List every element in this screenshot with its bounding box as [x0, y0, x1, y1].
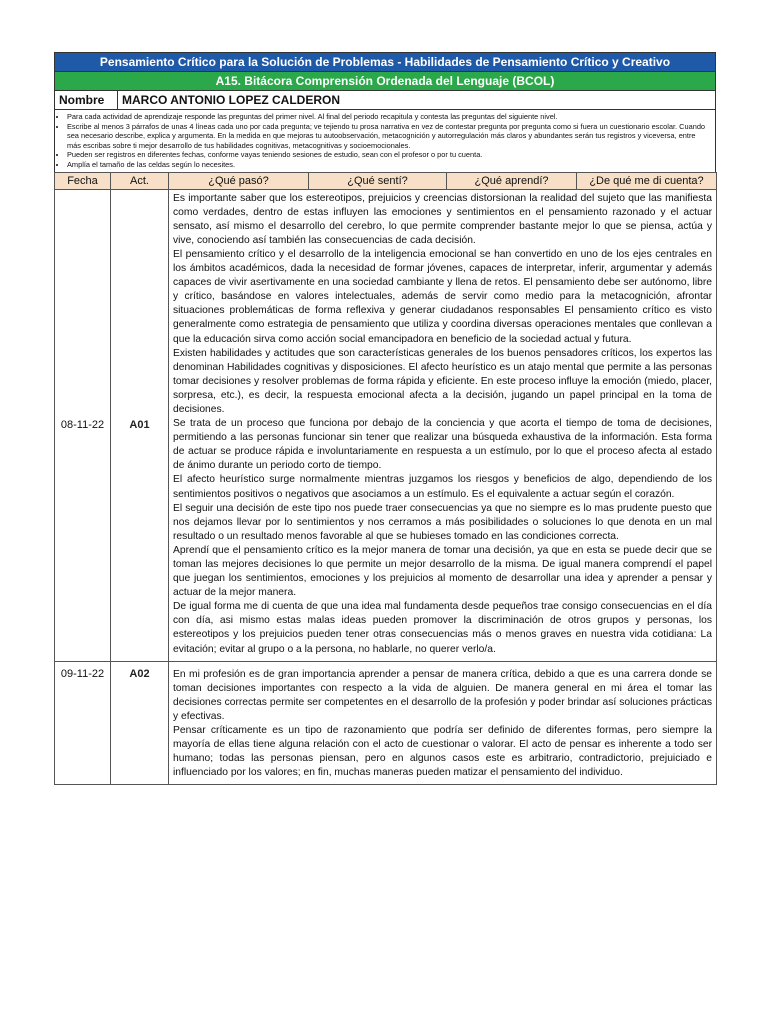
column-header-act: Act. — [111, 172, 169, 189]
narrative-paragraph: El afecto heurístico surge normalmente mientras juzgamos los riesgos y beneficios de algo, dependiendo de los sentimientos positivos o negativos que asociamos a un estímulo. Es el equivalente a actuar según el corazón. — [173, 474, 712, 500]
row-activity: A01 — [111, 189, 169, 661]
name-label: Nombre — [55, 91, 118, 109]
bitacora-sheet — [54, 52, 716, 785]
column-header-fecha: Fecha — [55, 172, 111, 189]
row-date: 08-11-22 — [55, 189, 111, 661]
table-row — [55, 189, 717, 661]
narrative-paragraph: Existen habilidades y actitudes que son características generales de los buenos pensadores críticos, los expertos las denominan Habilidades cognitivas y disposiciones. El afecto heurístico es un atajo mental que permite a las personas tomar decisiones y resolver problemas de forma rápida y eficiente. En este proceso influye la emoción (miedo, placer, sorpresa, etc.), es decir, la respuesta emocional afecta a la decisión, jugando un papel principal en la toma de decisiones. — [173, 347, 712, 415]
instruction-item: • Para cada actividad de aprendizaje responde las preguntas del primer nivel. Al final del periodo recapitula y contesta las preguntas del siguiente nivel. — [67, 112, 711, 122]
row-activity: A02 — [111, 661, 169, 785]
document-title: Pensamiento Crítico para la Solución de Problemas - Habilidades de Pensamiento Crítico y Creativo — [54, 52, 716, 71]
narrative-paragraph: Pensar críticamente es un tipo de razonamiento que podría ser definido de diferentes formas, pero siempre la mayoría de ellas tiene alguna relación con el acto de cuestionar o valorar. El acto de pensar es inherente a todo ser humano; todas las personas piensan, pero en algunos casos este es arbitrario, contradictorio, prejuiciado e influenciado por los valores; en fin, muchas maneras pueden matizar el pensamiento del individuo. — [173, 725, 712, 779]
narrative-paragraph: Aprendí que el pensamiento crítico es la mejor manera de tomar una decisión, ya que en esta se puede decir que se toman las mejores decisiones lo que permite un mejor desarrollo de la misma. De igual manera comprendí el papel que juegan los sentimientos, emociones y los prejuicios al momento de desarrollar una idea y aprender a pensar y actuar de la mejor manera. — [173, 544, 712, 599]
narrative-paragraph: Se trata de un proceso que funciona por debajo de la conciencia y que acorta el tiempo de toma de decisiones, permitiendo a las personas funcionar sin tener que realizar una búsqueda exhaustiva de la información. Esta forma de actuar se produce rápida e involuntariamente en respuesta a un estímulo, por lo que el proceso afecta al estado de ánimo durante un periodo corto de tiempo. — [173, 418, 712, 472]
narrative-paragraph: El pensamiento crítico y el desarrollo de la inteligencia emocional se han convertido en uno de los ejes centrales en los ámbitos académicos, dada la necesidad de formar jóvenes, capaces de interpretar, inferir, argumentar y además capaces de vivir asertivamente en una sociedad cambiante y llena de retos. El pensamiento debe ser autónomo, libre y crítico, basándose en valores intelectuales, además de servir como medio para la metacognición, afrontar situaciones problemáticas de forma reflexiva y generar ciudadanos responsables El pensamiento crítico es visto generalmente como estrategia de pensamiento que utiliza y coordina diversas operaciones mentales que conllevan a que la educación sirva como acción social emancipadora en beneficio de la sociedad actual y futura. — [173, 248, 712, 345]
narrative-paragraph: Es importante saber que los estereotipos, prejuicios y creencias distorsionan la realidad del sujeto que las manifiesta como verdades, dentro de estas influyen las emociones y sentimientos en el pensamiento razonado y el actuar sensato, así mismo el desarrollo del cerebro, lo que permite comprender bastante mejor lo que se piensa, actúa y vive, conociendo así también las consecuencias de cada decisión. — [173, 192, 712, 246]
narrative-paragraph: El seguir una decisión de este tipo nos puede traer consecuencias ya que no siempre es lo mas prudente puesto que nos dejamos llevar por lo sentimientos y nos cerramos a más posibilidades o soluciones lo que denota en un mal resultado o un resultado menos favorable al que se hubieses tomado en las condiciones correcta. — [173, 502, 712, 542]
row-date: 09-11-22 — [55, 661, 111, 785]
instruction-item: • Pueden ser registros en diferentes fechas, conforme vayas teniendo sesiones de estudio, sean con el profesor o por tu cuenta. — [67, 150, 711, 160]
instructions-block — [54, 109, 716, 172]
table-row — [55, 661, 717, 785]
name-value: MARCO ANTONIO LOPEZ CALDERON — [122, 93, 340, 107]
column-header-de-que-me-di-cuenta: ¿De qué me di cuenta? — [577, 172, 717, 189]
row-narrative — [169, 661, 717, 785]
column-header-que-paso: ¿Qué pasó? — [169, 172, 309, 189]
narrative-paragraph: De igual forma me di cuenta de que una idea mal fundamenta desde pequeños trae consigo consecuencias en el día con día, asi mismo estas malas ideas pueden promover la discriminación de otros grupos y personas, los estereotipos y los prejuicios pueden tener otras consecuencias más o menos graves en nuestra vida cotidiana: La evitación; evitar al grupo o a la persona, no hablarle, no querer verlo/a. — [173, 601, 712, 655]
narrative-paragraph: En mi profesión es de gran importancia aprender a pensar de manera crítica, debido a que es una carrera donde se toman decisiones importantes con respecto a la vida de alguien. De manera general en mi área el tomar las decisiones correctas permite ser competentes en el desarrollo de la profesión y poder brindar así soluciones prácticas y efectivas. — [173, 668, 712, 722]
name-row — [54, 90, 716, 109]
instruction-item: • Amplía el tamaño de las celdas según lo necesites. — [67, 160, 711, 170]
column-header-que-senti: ¿Qué sentí? — [309, 172, 447, 189]
column-header-que-aprendi: ¿Qué aprendí? — [447, 172, 577, 189]
log-table — [54, 172, 717, 786]
table-header-row — [55, 172, 717, 189]
row-narrative — [169, 189, 717, 661]
instruction-item: • Escribe al menos 3 párrafos de unas 4 líneas cada uno por cada pregunta; ve tejiendo tu prosa narrativa en vez de contestar pregunta por pregunta como si fuera un cuestionario escolar. Cuando sea necesario describe, explica y argumenta. En la medida en que mejoras tu autoobservación, metacognición y autorregulación más claros y abundantes serán tus registros y viceversa, entre más escribas sobre ti mejor desarrollo de tus habilidades cognitivas, metacognitivas y socioemocionales. — [67, 122, 711, 151]
document-subtitle: A15. Bitácora Comprensión Ordenada del Lenguaje (BCOL) — [54, 71, 716, 90]
